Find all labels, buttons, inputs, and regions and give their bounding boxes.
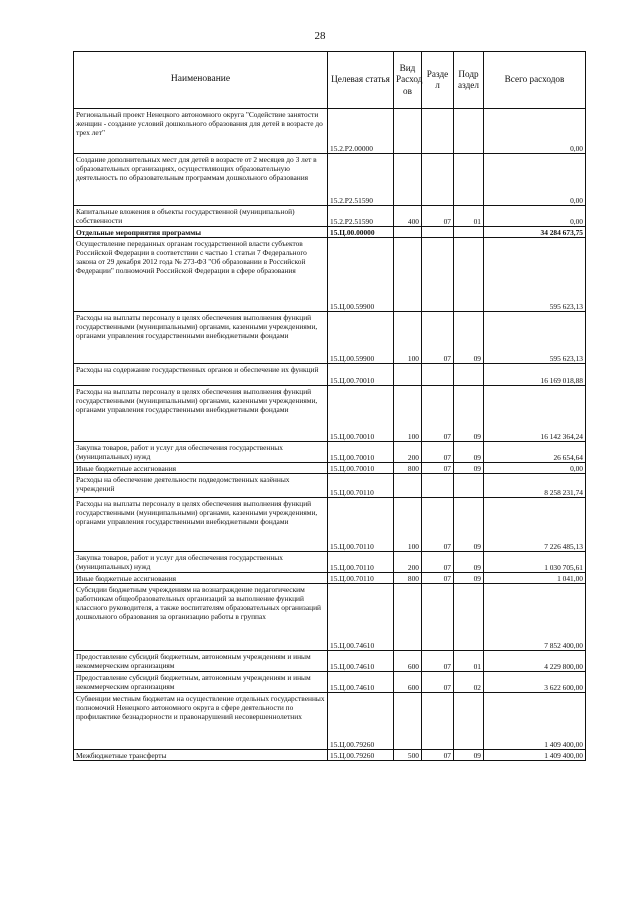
row-name: Предоставление субсидий бюджетным, автономным учреждениям и иным некоммерческим организациям <box>74 672 328 693</box>
row-name: Предоставление субсидий бюджетным, автономным учреждениям и иным некоммерческим организациям <box>74 651 328 672</box>
row-total: 0,00 <box>484 463 586 474</box>
table-row <box>74 312 586 364</box>
table-row <box>74 206 586 227</box>
row-name: Субвенции местным бюджетам на осуществление отдельных государственных полномочий Ненецкого автономного округа в сфере деятельности по профилактике безнадзорности и правонарушений несовершеннолетних <box>74 693 328 750</box>
row-target-article: 15.Ц.00.70010 <box>328 386 394 442</box>
row-target-article: 15.Ц.00.70010 <box>328 463 394 474</box>
row-expense-type <box>394 474 422 498</box>
row-name: Расходы на выплаты персоналу в целях обеспечения выполнения функций государственными (муниципальными) органами, казенными учреждениями, органами управления государственными внебюджетными фондами <box>74 386 328 442</box>
row-expense-type <box>394 227 422 238</box>
row-total: 16 142 364,24 <box>484 386 586 442</box>
row-name: Осуществление переданных органам государственной власти субъектов Российской Федерации в соответствии с частью 1 статьи 7 Федерального закона от 29 декабря 2012 года № 273-ФЗ "Об образовании в Российской Федерации" полномочий Российской Федерации в сфере образования <box>74 238 328 312</box>
row-section: 07 <box>422 573 454 584</box>
row-total: 1 041,00 <box>484 573 586 584</box>
row-expense-type: 800 <box>394 573 422 584</box>
row-section <box>422 474 454 498</box>
row-target-article: 15.Ц.00.59900 <box>328 312 394 364</box>
row-subsection: 01 <box>454 206 484 227</box>
row-total: 4 229 800,00 <box>484 651 586 672</box>
table-row <box>74 109 586 154</box>
row-expense-type: 200 <box>394 442 422 463</box>
row-target-article: 15.Ц.00.70010 <box>328 442 394 463</box>
row-target-article: 15.2.Р2.51590 <box>328 206 394 227</box>
row-total: 34 284 673,75 <box>484 227 586 238</box>
row-total: 595 623,13 <box>484 312 586 364</box>
row-total: 0,00 <box>484 154 586 206</box>
table-row <box>74 498 586 552</box>
row-section <box>422 693 454 750</box>
row-subsection <box>454 474 484 498</box>
row-expense-type: 400 <box>394 206 422 227</box>
row-name: Субсидии бюджетным учреждениям на вознаграждение педагогическим работникам общеобразовательных организаций за выполнение функций классного руководителя, а также воспитателям образовательных организаций дошкольного образования за организацию работы в группах <box>74 584 328 651</box>
row-name: Создание дополнительных мест для детей в возрасте от 2 месяцев до 3 лет в образовательных организациях, осуществляющих образовательную деятельность по образовательным программам дошкольного образования <box>74 154 328 206</box>
table-row <box>74 672 586 693</box>
row-section <box>422 109 454 154</box>
table-row <box>74 693 586 750</box>
table-row <box>74 238 586 312</box>
header-target-article: Целевая статья <box>328 52 394 109</box>
row-section: 07 <box>422 651 454 672</box>
row-section: 07 <box>422 442 454 463</box>
row-target-article: 15.Ц.00.74610 <box>328 651 394 672</box>
row-subsection: 09 <box>454 573 484 584</box>
row-expense-type <box>394 109 422 154</box>
row-subsection <box>454 693 484 750</box>
row-target-article: 15.Ц.00.79260 <box>328 750 394 761</box>
row-total: 8 258 231,74 <box>484 474 586 498</box>
row-total: 16 169 018,88 <box>484 364 586 386</box>
table-row <box>74 227 586 238</box>
row-section: 07 <box>422 552 454 573</box>
row-name: Иные бюджетные ассигнования <box>74 463 328 474</box>
row-target-article: 15.Ц.00.79260 <box>328 693 394 750</box>
row-name: Расходы на обеспечение деятельности подведомственных казённых учреждений <box>74 474 328 498</box>
table-row <box>74 364 586 386</box>
row-target-article: 15.Ц.00.74610 <box>328 584 394 651</box>
header-name: Наименование <box>74 52 328 109</box>
row-section <box>422 227 454 238</box>
table-row <box>74 651 586 672</box>
row-name: Капитальные вложения в объекты государственной (муниципальной) собственности <box>74 206 328 227</box>
table-row <box>74 750 586 761</box>
row-total: 1 409 400,00 <box>484 750 586 761</box>
row-target-article: 15.Ц.00.59900 <box>328 238 394 312</box>
row-section: 07 <box>422 672 454 693</box>
table-row <box>74 552 586 573</box>
row-target-article: 15.Ц.00.70010 <box>328 364 394 386</box>
row-subsection: 09 <box>454 463 484 474</box>
row-name: Отдельные мероприятия программы <box>74 227 328 238</box>
row-name: Региональный проект Ненецкого автономного округа "Содействие занятости женщин - создание условий дошкольного образования для детей в возрасте до трех лет" <box>74 109 328 154</box>
table-row <box>74 474 586 498</box>
row-target-article: 15.2.Р2.51590 <box>328 154 394 206</box>
table-row <box>74 573 586 584</box>
row-section: 07 <box>422 498 454 552</box>
row-expense-type: 500 <box>394 750 422 761</box>
row-name: Иные бюджетные ассигнования <box>74 573 328 584</box>
row-expense-type <box>394 238 422 312</box>
row-expense-type: 100 <box>394 386 422 442</box>
header-total-expenses: Всего расходов <box>484 52 586 109</box>
row-expense-type: 200 <box>394 552 422 573</box>
row-subsection: 09 <box>454 312 484 364</box>
table-row <box>74 463 586 474</box>
row-subsection <box>454 364 484 386</box>
row-target-article: 15.Ц.00.70110 <box>328 573 394 584</box>
row-subsection: 09 <box>454 442 484 463</box>
row-name: Расходы на выплаты персоналу в целях обеспечения выполнения функций государственными (муниципальными) органами, казенными учреждениями, органами управления государственными внебюджетными фондами <box>74 312 328 364</box>
row-expense-type: 100 <box>394 312 422 364</box>
row-expense-type: 800 <box>394 463 422 474</box>
row-section <box>422 364 454 386</box>
row-section: 07 <box>422 312 454 364</box>
row-target-article: 15.2.Р2.00000 <box>328 109 394 154</box>
row-subsection <box>454 227 484 238</box>
row-subsection: 09 <box>454 498 484 552</box>
row-section: 07 <box>422 206 454 227</box>
row-name: Межбюджетные трансферты <box>74 750 328 761</box>
header-subsection: Подр аздел <box>454 52 484 109</box>
row-total: 7 852 400,00 <box>484 584 586 651</box>
row-expense-type: 100 <box>394 498 422 552</box>
row-section: 07 <box>422 463 454 474</box>
row-target-article: 15.Ц.00.00000 <box>328 227 394 238</box>
budget-table <box>73 51 586 761</box>
row-expense-type: 600 <box>394 672 422 693</box>
row-subsection <box>454 154 484 206</box>
row-total: 3 622 600,00 <box>484 672 586 693</box>
row-total: 595 623,13 <box>484 238 586 312</box>
row-target-article: 15.Ц.00.74610 <box>328 672 394 693</box>
row-total: 1 409 400,00 <box>484 693 586 750</box>
row-name: Закупка товаров, работ и услуг для обеспечения государственных (муниципальных) нужд <box>74 552 328 573</box>
table-row <box>74 442 586 463</box>
row-total: 0,00 <box>484 109 586 154</box>
row-total: 1 030 705,61 <box>484 552 586 573</box>
row-expense-type <box>394 584 422 651</box>
row-expense-type <box>394 693 422 750</box>
row-subsection <box>454 238 484 312</box>
row-expense-type <box>394 154 422 206</box>
row-section <box>422 154 454 206</box>
row-total: 7 226 485,13 <box>484 498 586 552</box>
row-total: 26 654,64 <box>484 442 586 463</box>
header-expense-type: Вид Расход ов <box>394 52 422 109</box>
row-section: 07 <box>422 750 454 761</box>
table-row <box>74 386 586 442</box>
row-subsection: 02 <box>454 672 484 693</box>
row-section <box>422 584 454 651</box>
row-total: 0,00 <box>484 206 586 227</box>
table-row <box>74 584 586 651</box>
row-target-article: 15.Ц.00.70110 <box>328 474 394 498</box>
page-number: 28 <box>314 30 326 42</box>
row-target-article: 15.Ц.00.70110 <box>328 498 394 552</box>
table-row <box>74 154 586 206</box>
row-subsection: 01 <box>454 651 484 672</box>
row-section <box>422 238 454 312</box>
row-name: Расходы на содержание государственных органов и обеспечение их функций <box>74 364 328 386</box>
header-section: Разде л <box>422 52 454 109</box>
row-subsection: 09 <box>454 386 484 442</box>
row-target-article: 15.Ц.00.70110 <box>328 552 394 573</box>
table-header-row <box>74 52 586 109</box>
row-subsection <box>454 584 484 651</box>
row-subsection: 09 <box>454 750 484 761</box>
row-name: Расходы на выплаты персоналу в целях обеспечения выполнения функций государственными (муниципальными) органами, казенными учреждениями, органами управления государственными внебюджетными фондами <box>74 498 328 552</box>
row-section: 07 <box>422 386 454 442</box>
row-expense-type <box>394 364 422 386</box>
row-expense-type: 600 <box>394 651 422 672</box>
row-name: Закупка товаров, работ и услуг для обеспечения государственных (муниципальных) нужд <box>74 442 328 463</box>
row-subsection <box>454 109 484 154</box>
row-subsection: 09 <box>454 552 484 573</box>
